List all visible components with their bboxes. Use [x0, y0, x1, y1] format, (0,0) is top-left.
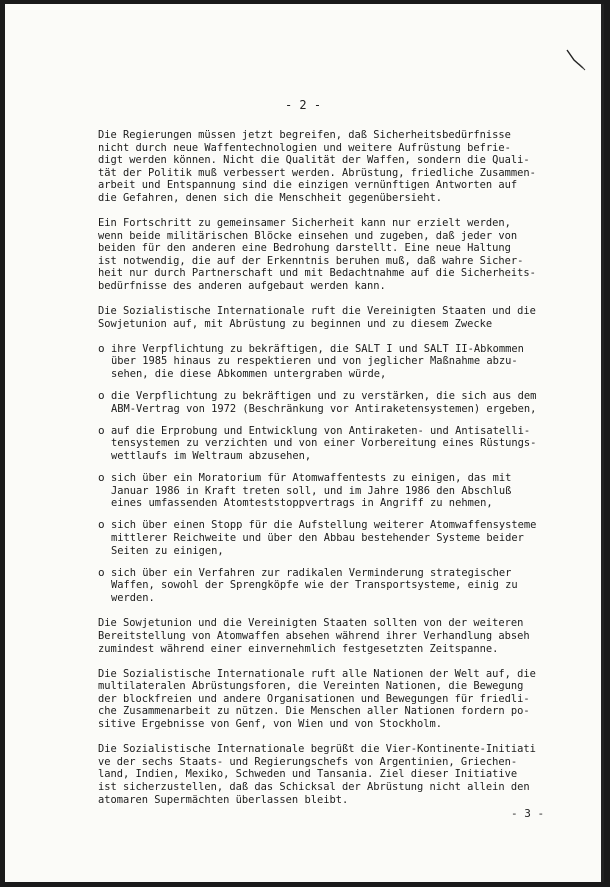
demands-list [98, 343, 568, 605]
bullet-icon: o [98, 471, 105, 485]
page-number: - 2 - [284, 98, 322, 112]
document-page [5, 4, 604, 882]
list-item [98, 472, 568, 510]
list-item [98, 519, 568, 557]
ink-mark [565, 48, 587, 72]
bullet-icon: o [98, 565, 105, 579]
list-item [98, 343, 568, 381]
paragraph-common-security: Ein Fortschritt zu gemeinsamer Sicherheit kann nur erzielt werden, wenn beide militärischen Blöcke einsehen und zugeben, daß jeder von beiden für den anderen eine Bedrohung darstellt. Eine neue Haltung ist notwendig, die auf der Erkenntnis beruhen muß, daß wahre Sicher- heit nur durch Partnerschaft und mit Bedachtnahme auf die Sicherheits- bedürfnisse des anderen aufgebaut werden kann. [98, 217, 536, 293]
paragraph-moratorium: Die Sowjetunion und die Vereinigten Staaten sollten von der weiteren Bereitstellung von Atomwaffen absehen während ihrer Verhandlung abseh zumindest während einer einvernehmlich festgesetzten Zeitspanne. [98, 617, 530, 655]
list-item-text: die Verpflichtung zu bekräftigen und zu verstärken, die sich aus dem ABM-Vertrag von 1972 (Beschränkung vor Antiraketensystemen) ergeben, [111, 390, 537, 415]
list-item [98, 425, 568, 463]
bullet-icon: o [98, 389, 105, 403]
list-item-text: sich über ein Moratorium für Atomwaffentests zu einigen, das mit Januar 1986 in Kraft treten soll, und im Jahre 1986 den Abschluß eines umfassenden Atomteststoppvertrags in Angriff zu nehmen, [111, 472, 512, 510]
paragraph-nations-appeal: Die Sozialistische Internationale ruft alle Nationen der Welt auf, die multilateralen Abrüstungsforen, die Vereinten Nationen, die Bewegung der blockfreien und andere Organisationen und Bewegungen für friedli- che Zusammenarbeit zu nützen. Die Menschen aller Nationen fordern po- sitive Ergebnisse von Genf, von Wien und von Stockholm. [98, 667, 536, 731]
paragraph-appeal: Die Sozialistische Internationale ruft die Vereinigten Staaten und die Sowjetunion auf, mit Abrüstung zu beginnen und zu diesem Zwecke [98, 305, 536, 330]
list-item [98, 390, 568, 415]
bullet-icon: o [98, 518, 105, 532]
list-item-text: sich über einen Stopp für die Aufstellung weiterer Atomwaffensysteme mittlerer Reichweite und über den Abbau bestehender Systeme beider Seiten zu einigen, [111, 519, 537, 557]
next-page-reference: - 3 - [511, 807, 545, 820]
list-item [98, 567, 568, 605]
list-item-text: auf die Erprobung und Entwicklung von Antiraketen- und Antisatelli- tensystemen zu verzichten und von einer Vorbereitung eines Rüstungs- wettlaufs im Weltraum abzusehen, [111, 424, 537, 462]
list-item-text: ihre Verpflichtung zu bekräftigen, die SALT I und SALT II-Abkommen über 1985 hinaus zu respektieren und von jeglicher Maßnahme abzu- sehen, die diese Abkommen untergraben würde, [111, 342, 524, 380]
bullet-icon: o [98, 341, 105, 355]
paragraph-security-needs: Die Regierungen müssen jetzt begreifen, daß Sicherheitsbedürfnisse nicht durch neue Waffentechnologien und weitere Aufrüstung befrie- digt werden können. Nicht die Qualität der Waffen, sondern die Quali- tät der Politik muß verbessert werden. Abrüstung, friedliche Zusammen- arbeit und Entspannung sind die einzigen vernünftigen Antworten auf die Gefahren, denen sich die Menschheit gegenübersieht. [98, 129, 536, 204]
paragraph-four-continents: Die Sozialistische Internationale begrüßt die Vier-Kontinente-Initiati ve der sechs Staats- und Regierungschefs von Argentinien, Griechen- land, Indien, Mexiko, Schweden und Tansania. Ziel dieser Initiative ist sicherzustellen, daß das Schicksal der Abrüstung nicht allein den atomaren Supermächten überlassen bleibt. [98, 743, 536, 806]
document-body [98, 129, 568, 819]
list-item-text: sich über ein Verfahren zur radikalen Verminderung strategischer Waffen, sowohl der Sprengköpfe wie der Transportsysteme, einig zu werden. [111, 566, 518, 604]
bullet-icon: o [98, 423, 105, 437]
